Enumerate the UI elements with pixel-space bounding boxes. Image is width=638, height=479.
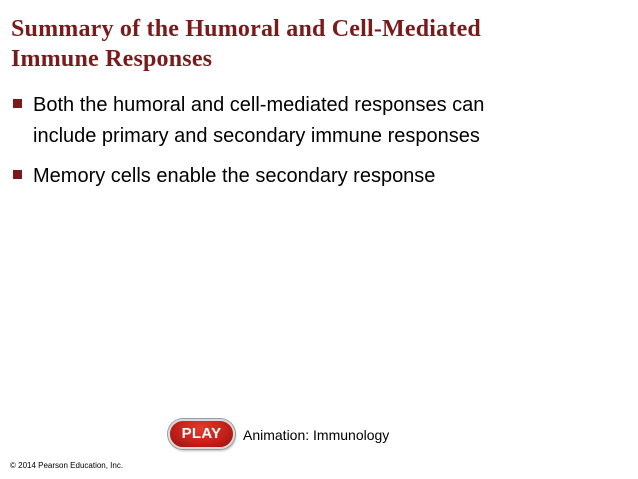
copyright-notice: © 2014 Pearson Education, Inc. xyxy=(10,461,124,470)
bullet-item-2 xyxy=(12,161,622,192)
bullet-list xyxy=(12,90,622,201)
animation-link-label: Animation: Immunology xyxy=(243,427,390,443)
play-button[interactable] xyxy=(168,419,235,449)
square-bullet-icon xyxy=(13,99,22,108)
slide-title-line-1: Summary of the Humoral and Cell-Mediated xyxy=(11,16,481,42)
slide-title-line-2: Immune Responses xyxy=(11,46,213,72)
play-button-label: PLAY xyxy=(181,425,222,442)
bullet-item-2-line-1: Memory cells enable the secondary response xyxy=(33,165,436,187)
slide-title xyxy=(11,14,611,74)
bullet-item-1 xyxy=(12,90,622,152)
square-bullet-icon xyxy=(13,170,22,179)
bullet-item-1-line-2: include primary and secondary immune responses xyxy=(33,125,480,147)
bullet-item-1-line-1: Both the humoral and cell-mediated responses can xyxy=(33,94,485,116)
